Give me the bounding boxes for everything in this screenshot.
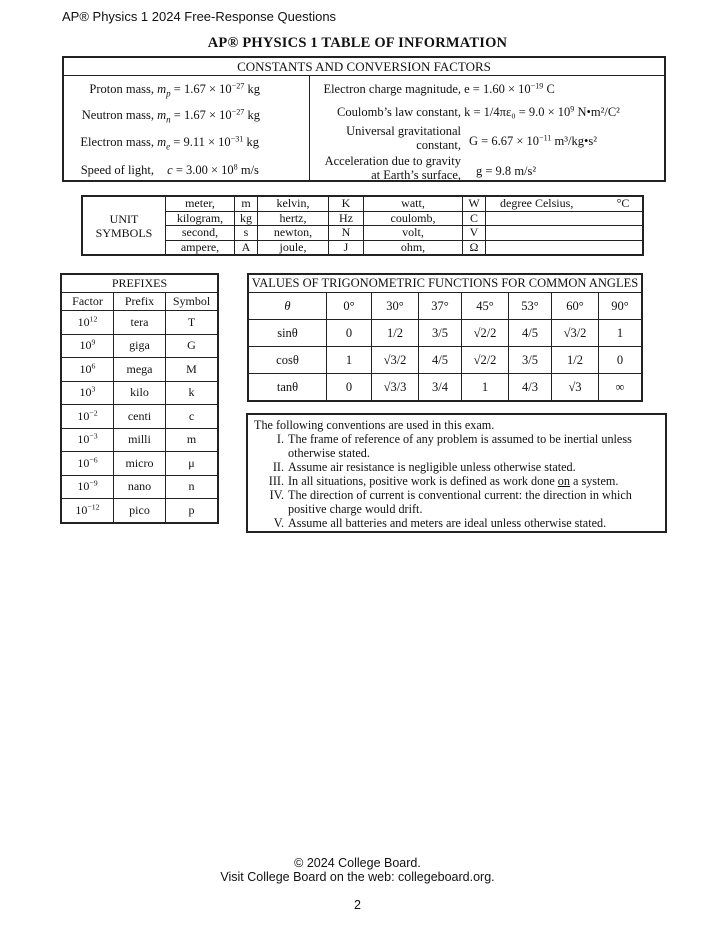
table-row: tanθ 0 √3/3 3/4 1 4/3 √3 ∞ xyxy=(248,374,642,402)
table-row: $10^{-2}$ centi c xyxy=(61,405,218,429)
constant-electron-mass: Electron mass, $m_e = 9.11 \times 10^{-31}$ kg xyxy=(80,134,259,152)
constant-gravity-value: g = 9.8 m/s² xyxy=(476,164,537,178)
col-header-symbol: Symbol xyxy=(166,293,219,311)
table-row: UNIT SYMBOLS meter, m kelvin, K watt, W degree Celsius, °C xyxy=(82,196,643,211)
table-row: $10^{12}$ tera T xyxy=(61,311,218,335)
constant-coulomb: Coulomb’s law constant, $k = 1/4\pi\varepsilon_0 = 9.0 \times 10^9$ N•m²/C² xyxy=(337,104,620,119)
table-row: $10^{-6}$ micro μ xyxy=(61,452,218,476)
table-row: second, s newton, N volt, V xyxy=(82,226,643,241)
footer-copyright: © 2024 College Board. xyxy=(294,856,421,870)
constant-speed-of-light: Speed of light, $c = 3.00 \times 10^8$ m/s xyxy=(80,162,259,177)
table-row: cosθ 1 √3/2 4/5 √2/2 3/5 1/2 0 xyxy=(248,347,642,374)
table-row: sinθ 0 1/2 3/5 √2/2 4/5 √3/2 1 xyxy=(248,320,642,347)
constant-proton-mass: Proton mass, $m_p = 1.67 \times 10^{-27}$ kg xyxy=(89,81,260,99)
convention-item: V. Assume all batteries and meters are ideal unless otherwise stated. xyxy=(273,516,607,530)
prefixes-caption: PREFIXES xyxy=(61,274,218,293)
running-header: AP® Physics 1 2024 Free-Response Questions xyxy=(62,9,337,24)
unit-symbols-title: UNIT SYMBOLS xyxy=(82,196,166,255)
table-row: $10^{-12}$ pico p xyxy=(61,499,218,523)
table-row: $10^3$ kilo k xyxy=(61,381,218,405)
convention-item: I. The frame of reference of any problem is assumed to be inertial unless otherwise stated. xyxy=(276,432,632,460)
table-row: $10^6$ mega M xyxy=(61,358,218,382)
trig-table xyxy=(247,273,643,402)
page-number: 2 xyxy=(354,898,361,912)
convention-item: IV. The direction of current is conventional current: the direction in which positive charge would drift. xyxy=(269,488,632,516)
table-row: kilogram, kg hertz, Hz coulomb, C xyxy=(82,211,643,226)
conventions-intro: The following conventions are used in this exam. xyxy=(254,418,495,432)
table-row: $10^9$ giga G xyxy=(61,334,218,358)
footer-visit: Visit College Board on the web: collegeboard.org. xyxy=(220,870,495,884)
table-row: $10^{-9}$ nano n xyxy=(61,475,218,499)
unit-symbols-table xyxy=(81,195,644,256)
constant-gravity-label: Acceleration due to gravity at Earth’s surface, xyxy=(324,154,461,182)
convention-item: III. In all situations, positive work is defined as work done on a system. xyxy=(268,474,619,488)
page-title: AP® PHYSICS 1 TABLE OF INFORMATION xyxy=(207,35,508,51)
constant-electron-charge: Electron charge magnitude, $e = 1.60 \times 10^{-19}$ C xyxy=(323,81,555,96)
convention-item: II. Assume air resistance is negligible unless otherwise stated. xyxy=(272,460,576,474)
constant-gravitational-label: Universal gravitational constant, xyxy=(346,124,461,152)
table-row: θ 0° 30° 37° 45° 53° 60° 90° xyxy=(248,293,642,320)
table-row: ampere, A joule, J ohm, Ω xyxy=(82,240,643,255)
conventions-box xyxy=(246,413,667,533)
col-header-factor: Factor xyxy=(61,293,114,311)
constant-gravitational-value: $G = 6.67 \times 10^{-11}$ m³/kg•s² xyxy=(469,133,597,148)
col-header-prefix: Prefix xyxy=(114,293,166,311)
constant-neutron-mass: Neutron mass, $m_n = 1.67 \times 10^{-27}$ kg xyxy=(81,107,260,125)
constants-caption: CONSTANTS AND CONVERSION FACTORS xyxy=(64,58,664,76)
table-row: $10^{-3}$ milli m xyxy=(61,428,218,452)
constants-box xyxy=(62,56,666,182)
trig-caption: VALUES OF TRIGONOMETRIC FUNCTIONS FOR COMMON ANGLES xyxy=(248,274,642,293)
prefixes-table xyxy=(60,273,219,524)
